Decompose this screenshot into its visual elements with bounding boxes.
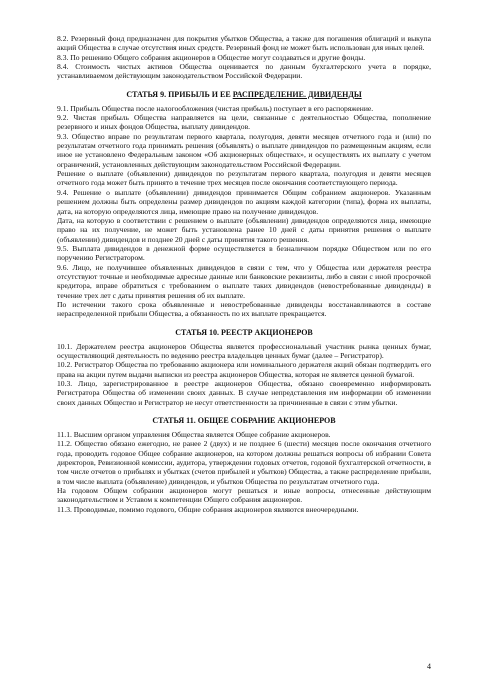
paragraph-9-5: 9.5. Выплата дивидендов в денежной форме осуществляется в безналичном порядке Обществом или по его поручению Регистратором. xyxy=(57,243,431,263)
paragraph-8-3: 8.3. По решению Общего собрания акционеров в Обществе могут создаваться и другие фонды. xyxy=(57,52,366,62)
paragraph-9-3: 9.3. Общество вправе по результатам первого квартала, полугодия, девяти месяцев отчетного года и (или) по результатам отчетного года принимать решения (объявлять) о выплате дивидендов по размещенным акциям, если иное не установлено Федеральным законом «Об акционерных обществах», и осуществлять их выплату с учетом ограничений, установленных действующим законодательством Российской Федерации. xyxy=(57,131,431,169)
paragraph-9-6: 9.6. Лицо, не получившее объявленных дивидендов в связи с тем, что у Общества или держателя реестра отсутствуют точные и необходимые адресные данные или банковские реквизиты, либо в связи с иной просрочкой кредитора, вправе обратиться с требованием о выплате таких дивидендов (невостребованные дивиденды) в течение трех лет с даты принятия решения об их выплате. xyxy=(57,262,431,300)
paragraph-8-2: 8.2. Резервный фонд предназначен для покрытия убытков Общества, а также для погашения облигаций и выкупа акций Общества в случае отсутствия иных средств. Резервный фонд не может быть использован для иных целей. xyxy=(57,34,431,53)
paragraph-11-3: 11.3. Проводимые, помимо годового, Общие собрания акционеров являются внеочередными. xyxy=(57,504,359,514)
paragraph-9-6-continued: По истечении такого срока объявленные и невостребованные дивиденды восстанавливаются в составе нераспределенной прибыли Общества, а обязанность по их выплате прекращается. xyxy=(57,299,431,319)
article-9-heading xyxy=(57,90,431,100)
paragraph-10-3: 10.3. Лицо, зарегистрированное в реестре акционеров Общества, обязано своевременно информировать Регистратора Общества об изменении своих данных. В случае непредставления им информации об изменении своих данных Общество и Регистратор не несут ответственности за причиненные в связи с этим убытки. xyxy=(57,379,431,407)
page-number: 4 xyxy=(427,662,431,671)
paragraph-9-3-continued: Решение о выплате (объявлении) дивидендов по результатам первого квартала, полугодия и девяти месяцев отчетного года может быть принято в течение трех месяцев после окончания соответствующего периода. xyxy=(57,169,431,188)
paragraph-9-4: 9.4. Решение о выплате (объявлении) дивидендов принимается Общим собранием акционеров. Указанным решением должны быть определены размер дивидендов по акциям каждой категории (типа), форма их выплаты, дата, на которую определяются лица, имеющие право на получение дивидендов. xyxy=(57,187,431,216)
paragraph-8-4: 8.4. Стоимость чистых активов Общества оценивается по данным бухгалтерского учета в порядке, устанавливаемом действующим законодательством Российской Федерации. xyxy=(57,62,431,81)
paragraph-11-2-continued: На годовом Общем собрании акционеров могут решаться и иные вопросы, отнесенные действующим законодательством и Уставом к компетенции Общего собрания акционеров. xyxy=(57,486,431,505)
paragraph-9-4-continued: Дата, на которую в соответствии с решением о выплате (объявлении) дивидендов определяются лица, имеющие право на их получение, не может быть установлена ранее 10 дней с даты принятия решения о выплате (объявлении) дивидендов и позднее 20 дней с даты принятия такого решения. xyxy=(57,215,431,244)
article-11-heading: СТАТЬЯ 11. ОБЩЕЕ СОБРАНИЕ АКЦИОНЕРОВ xyxy=(152,416,336,426)
paragraph-11-1: 11.1. Высшим органом управления Общества является Общее собрание акционеров. xyxy=(57,430,331,440)
paragraph-10-1: 10.1. Держателем реестра акционеров Общества является профессиональный участник рынка ценных бумаг, осуществляющий деятельность по ведению реестра владельцев ценных бумаг (далее – Регистратор). xyxy=(57,341,431,360)
paragraph-9-1: 9.1. Прибыль Общества после налогообложения (чистая прибыль) поступает в его распоряжение. xyxy=(57,103,374,113)
article-9-heading-underlined: РАСПРЕДЕЛЕНИЕ. ДИВИДЕНДЫ xyxy=(232,89,362,99)
paragraph-10-2: 10.2. Регистратор Общества по требованию акционера или номинального держателя акций обязан подтвердить его права на акции путем выдачи выписки из реестра акционеров Общества, которая не является ценной бумагой. xyxy=(57,360,431,379)
article-10-heading: СТАТЬЯ 10. РЕЕСТР АКЦИОНЕРОВ xyxy=(175,327,313,337)
paragraph-9-2: 9.2. Чистая прибыль Общества направляется на цели, связанные с деятельностью Общества, пополнение резервного и иных фондов Общества, выплату дивидендов. xyxy=(57,113,431,132)
paragraph-11-2: 11.2. Общество обязано ежегодно, не ранее 2 (двух) и не позднее 6 (шести) месяцев после окончания отчетного года, проводить годовое Общее собрание акционеров, на котором должны решаться вопросы об избрании Совета директоров, Ревизионной комиссии, аудитора, утверждении годовых отчетов, годовой бухгалтерской отчетности, в том числе отчетов о прибылях и убытках (счетов прибылей и убытков) Общества, а также распределение прибыли, в том числе выплата (объявление) дивидендов, и убытков Общества по результатам отчетного года. xyxy=(57,439,431,486)
article-9-heading-part: СТАТЬЯ 9. ПРИБЫЛЬ И ЕЕ xyxy=(126,89,233,99)
